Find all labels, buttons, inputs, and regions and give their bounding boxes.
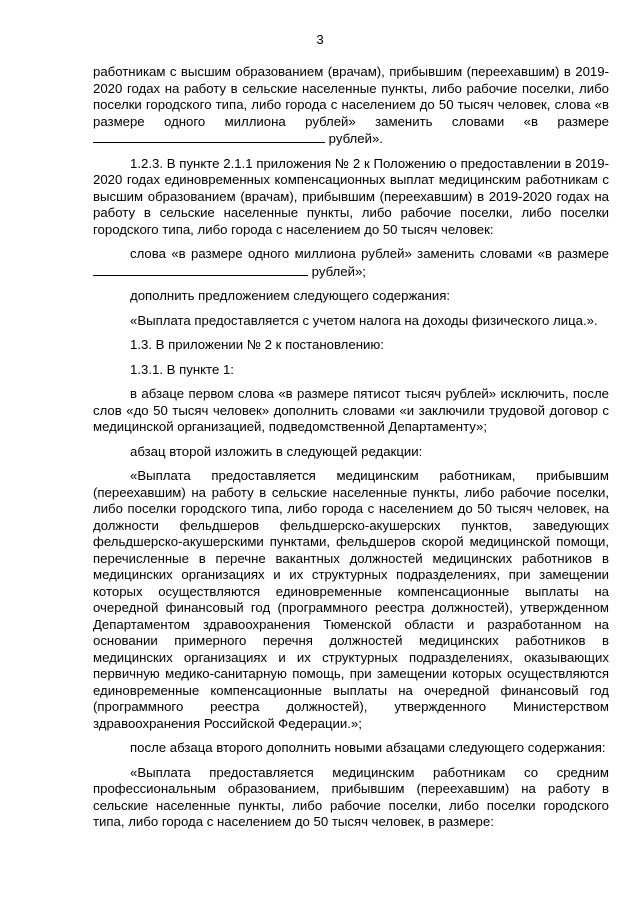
page-number: 3 xyxy=(316,32,324,47)
paragraph-text: работникам с высшим образованием (врачам), прибывшим (переехавшим) в 2019-2020 годах на работу в сельские населенные пункты, либо рабочие поселки, либо поселки городского типа, либо города с населением до 50 тысяч человек, слова «в размере одного миллиона рублей» заменить словами «в размере xyxy=(93,64,609,129)
paragraph-second-abzac: абзац второй изложить в следующей редакции: xyxy=(130,443,423,459)
paragraph-first-abzac: в абзаце первом слова «в размере пятисот тысяч рублей» исключить, после слов «до 50 тысяч человек» дополнить словами «и заключили трудовой договор с медицинской организацией, подведомственной Департаменту»; xyxy=(93,386,609,434)
document-body xyxy=(93,64,609,839)
fill-in-blank xyxy=(93,130,325,143)
paragraph-tail: рублей». xyxy=(328,131,383,146)
paragraph-quote-tax: «Выплата предоставляется с учетом налога на доходы физического лица.». xyxy=(130,312,598,328)
paragraph-replace-words xyxy=(93,246,609,280)
paragraph-continued xyxy=(93,64,609,148)
paragraph-after-second: после абзаца второго дополнить новыми абзацами следующего содержания: xyxy=(130,740,606,755)
paragraph-quote-payment: «Выплата предоставляется медицинским работникам, прибывшим (переехавшим) на работу в сельские населенные пункты, либо рабочие поселки, либо поселки городского типа, либо города с населением до 50 тысяч человек, на должности фельдшеров фельдшерско-акушерских пунктов, заведующих фельдшерско-акушерскими пунктами, фельдшеров скорой медицинской помощи, перечисленные в перечне вакантных должностей медицинских работников в медицинских организациях и их структурных подразделениях, при замещении которых осуществляются единовременные компенсационные выплаты на очередной финансовый год (программного реестра должностей), утвержденном Департаментом здравоохранения Тюменской области и разработанном на основании примерного перечня должностей медицинских работников в медицинских организациях и их структурных подразделениях, оказывающих первичную медико-санитарную помощь, при замещении которых осуществляются единовременные компенсационные выплаты на очередной финансовый год (программного реестра должностей), утвержденного Министерством здравоохранения Российской Федерации.»; xyxy=(93,468,609,731)
paragraph-add-sentence: дополнить предложением следующего содержания: xyxy=(130,288,451,303)
fill-in-blank xyxy=(93,263,308,276)
paragraph-1-3-1: 1.3.1. В пункте 1: xyxy=(130,361,234,377)
paragraph-quote-secondary: «Выплата предоставляется медицинским работникам со средним профессиональным образованием, прибывшим (переехавшим) на работу в сельские населенные пункты, либо рабочие поселки, либо поселки городского типа, либо города с населением до 50 тысяч человек, в размере: xyxy=(93,764,609,829)
paragraph-text: слова «в размере одного миллиона рублей» заменить словами «в размере xyxy=(130,246,609,261)
paragraph-tail: рублей»; xyxy=(311,263,366,279)
paragraph-1-3: 1.3. В приложении № 2 к постановлению: xyxy=(130,337,384,352)
paragraph-1-2-3: 1.2.3. В пункте 2.1.1 приложения № 2 к Положению о предоставлении в 2019-2020 годах единовременных компенсационных выплат медицинским работникам с высшим образованием (врачам), прибывшим (переехавшим) в 2019-2020 годах на работу в сельские населенные пункты, либо рабочие поселки, либо поселки городского типа, либо города с населением до 50 тысяч человек: xyxy=(93,155,609,237)
